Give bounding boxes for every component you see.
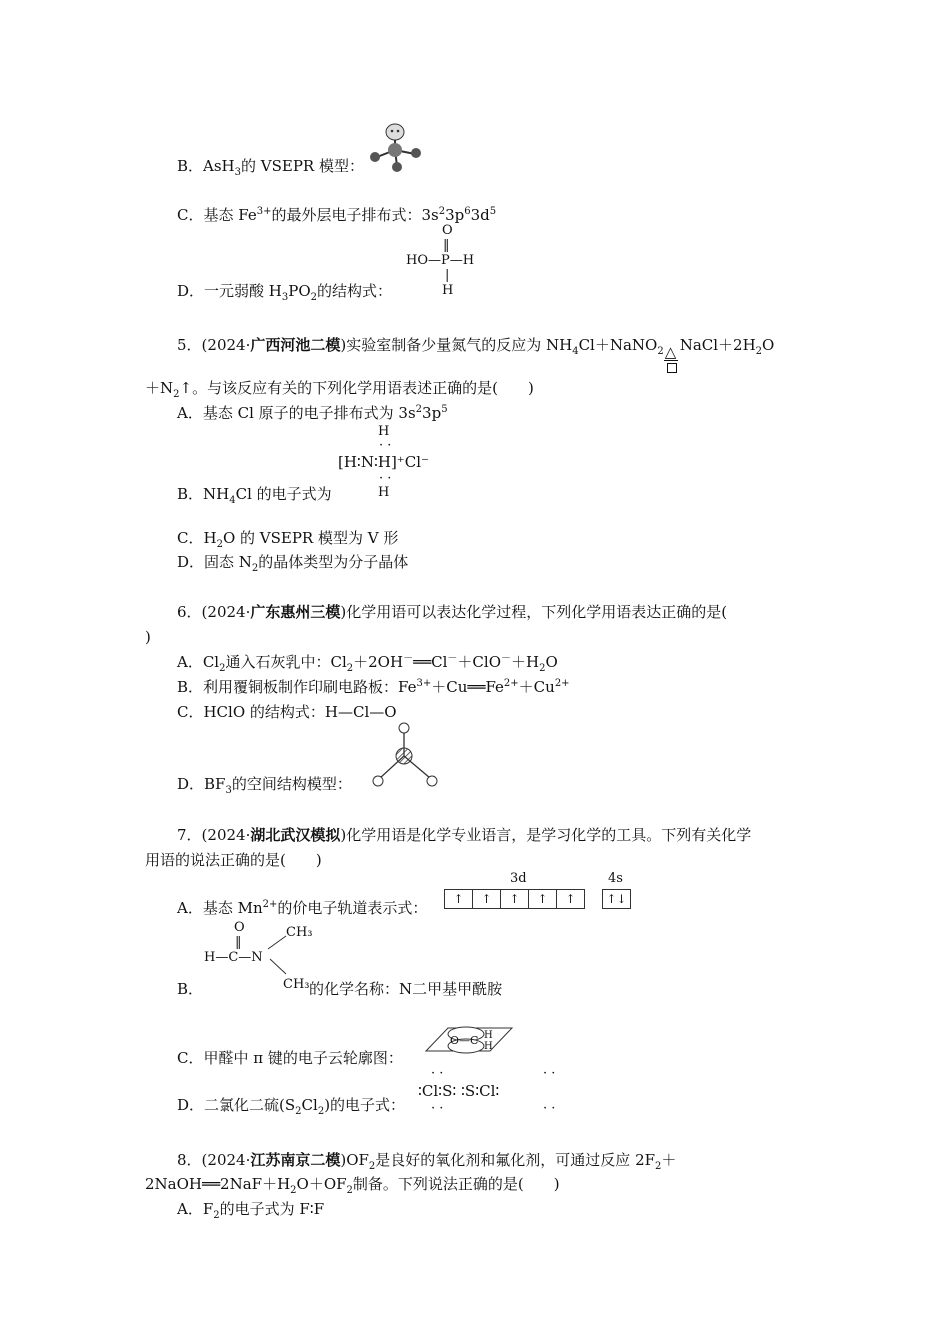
pi-figure-h-bottom: H	[484, 1041, 493, 1052]
s2cl2-dots-bottom-right: · ·	[543, 1101, 556, 1116]
amide-structure-double-bond: ‖	[235, 935, 242, 950]
orbital-label-4s: 4s	[608, 871, 623, 886]
q6-option-d: D．$BF_3$的空间结构模型：	[177, 775, 352, 796]
q5-stem-line1: 5．(2024·广西河池二模)实验室制备少量氮气的反应为 $NH_4Cl+NaNO_2$ △ $NaCl+2H_2O$	[177, 335, 774, 355]
orbital-3d-box: ↑	[501, 890, 529, 908]
nh4cl-electron-formula-bottom-h: H	[378, 485, 390, 500]
nh4cl-electron-formula-core: [H∶N∶H]⁺Cl⁻	[338, 453, 429, 471]
orbital-4s-box-content: ↑↓	[606, 892, 627, 906]
heat-condition: △	[664, 343, 677, 361]
q5-option-d: D．固态 $N_2$的晶体类型为分子晶体	[177, 553, 409, 574]
orbital-3d-box: ↑	[473, 890, 501, 908]
q4-option-b: B．AsH$_3$的 VSEPR 模型：	[177, 157, 364, 178]
q5-option-b: B．$NH_4Cl$ 的电子式为	[177, 485, 332, 506]
nh4cl-electron-formula-top-h: H	[378, 424, 390, 439]
pi-figure-oc-label: O—C	[450, 1034, 479, 1047]
q6-stem-line2: )	[145, 628, 151, 646]
amide-structure-bonds	[266, 930, 288, 980]
orbital-label-3d: 3d	[510, 871, 527, 886]
q7-option-c: C．甲醛中 π 键的电子云轮廓图：	[177, 1049, 403, 1067]
q7-stem-line1: 7．(2024·湖北武汉模拟)化学用语是化学专业语言，是学习化学的工具。下列有关化学	[177, 826, 752, 844]
amide-structure-o: O	[234, 920, 245, 935]
q7-stem-line2: 用语的说法正确的是( )	[145, 851, 322, 869]
formaldehyde-pi-bond-figure	[424, 1024, 514, 1060]
h3po2-structure-double-bond: ‖	[443, 238, 450, 253]
s2cl2-formula: ∶Cl∶S∶ ∶S∶Cl∶	[418, 1082, 500, 1100]
q8-stem-line1: 8．(2024·江苏南京二模)$OF_2$是良好的氧化剂和氟化剂，可通过反应 $2F_2+$	[177, 1151, 677, 1172]
bf3-structure-model-figure	[368, 720, 440, 790]
nh4cl-electron-formula-bottom-dots: · ·	[379, 471, 392, 486]
q5-option-a: A．基态 Cl 原子的电子排布式为 $3s^23p^5$	[177, 404, 448, 422]
q6-option-a: A．$Cl_2$通入石灰乳中：$Cl_2+2OH^-══Cl^-+ClO^-+H_2O$	[177, 653, 558, 674]
orbital-3d-boxes	[444, 889, 585, 909]
orbital-3d-box: ↑	[445, 890, 473, 908]
q7-option-a: A．基态 $Mn^{2+}$的价电子轨道表示式：	[177, 899, 428, 917]
q7-option-d: D．二氯化二硫$(S_2Cl_2)$的电子式：	[177, 1096, 406, 1117]
orbital-4s-box	[602, 889, 631, 909]
q5-stem-line2: $+N_2↑$。与该反应有关的下列化学用语表述正确的是( )	[145, 379, 534, 400]
q8-option-a: A．$F_2$的电子式为 F∶F	[177, 1200, 325, 1221]
q8-stem-line2: $2NaOH══2NaF+H_2O+OF_2$制备。下列说法正确的是( )	[145, 1175, 560, 1196]
amide-structure-chain: H—C—N	[204, 950, 263, 965]
s2cl2-dots-bottom-left: · ·	[431, 1101, 444, 1116]
h3po2-structure-o: O	[442, 223, 453, 238]
h3po2-structure-chain: HO—P—H	[406, 253, 475, 268]
pi-figure-h-top: H	[484, 1030, 493, 1041]
nh4cl-electron-formula-top-dots: · ·	[379, 438, 392, 453]
s2cl2-dots-top-right: · ·	[543, 1066, 556, 1081]
amide-structure-ch3-bottom: CH₃	[283, 977, 310, 992]
q6-option-b: B．利用覆铜板制作印刷电路板：$Fe^{3+}+Cu══Fe^{2+}+Cu^{2+}$	[177, 678, 570, 696]
ash3-vsepr-model-figure	[365, 122, 425, 174]
orbital-3d-box: ↑	[529, 890, 557, 908]
s2cl2-dots-top-left: · ·	[431, 1066, 444, 1081]
amide-structure-ch3-top: CH₃	[286, 925, 313, 940]
q6-option-c: C．HClO 的结构式：H—Cl—O	[177, 703, 397, 721]
h3po2-structure-h: H	[442, 283, 454, 298]
h3po2-structure-vbar: |	[445, 268, 450, 283]
q4-option-c: C．基态 $Fe^{3+}$的最外层电子排布式：$3s^23p^63d^5$	[177, 206, 497, 224]
q5-option-c: C．$H_2O$ 的 VSEPR 模型为 V 形	[177, 529, 399, 550]
orbital-3d-box: ↑	[565, 892, 576, 906]
q4-option-d: D．一元弱酸 $H_3PO_2$的结构式：	[177, 282, 393, 303]
q6-stem-line1: 6．(2024·广东惠州三模)化学用语可以表达化学过程，下列化学用语表达正确的是(	[177, 603, 728, 621]
q7-option-b: B． 的化学名称：N二甲基甲酰胺	[177, 980, 503, 998]
